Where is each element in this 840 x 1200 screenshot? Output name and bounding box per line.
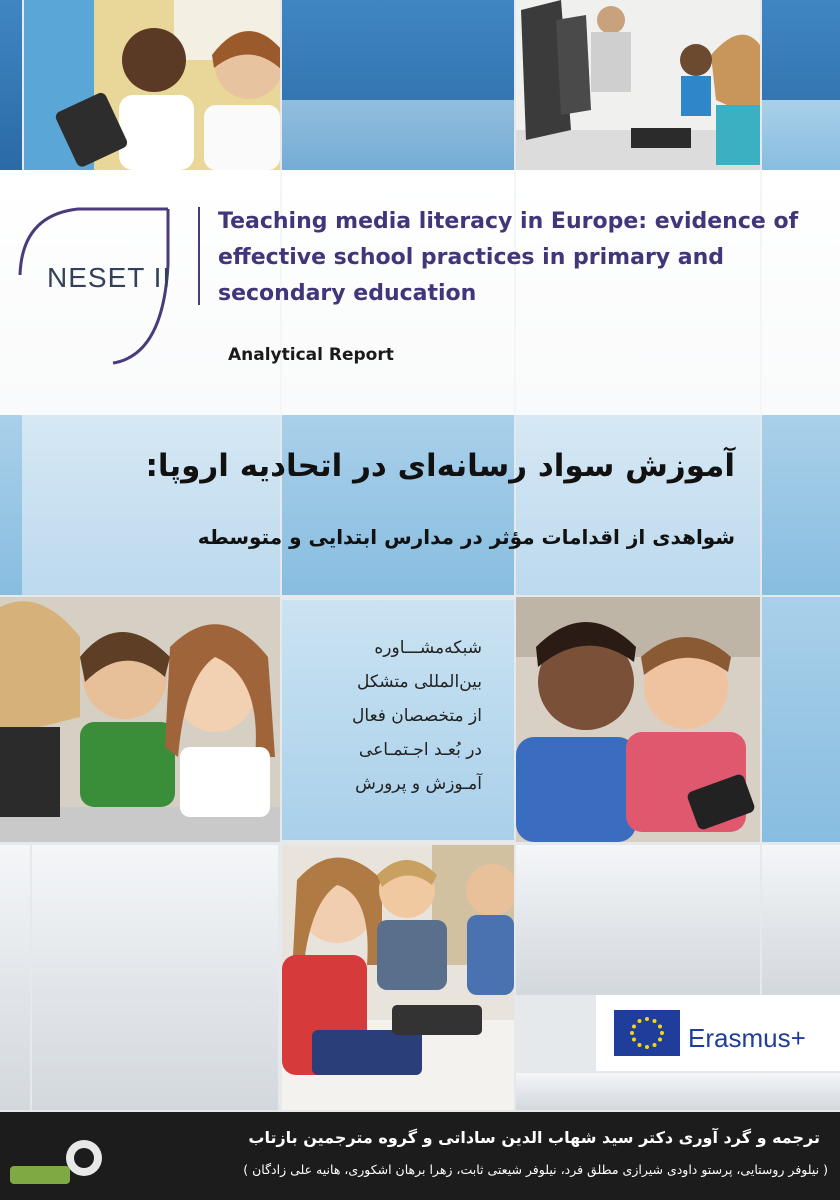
tile xyxy=(762,597,840,842)
photo-classroom-computers xyxy=(516,0,760,170)
tile xyxy=(516,1073,840,1110)
photo-kids-at-laptop xyxy=(0,597,280,842)
translators-names: ( نیلوفر روستایی، پرستو داودی شیرازی مطلق فرد، نیلوفر شیعتی ثابت، زهرا برهان اشکوری، هانیه علی زادگان ) xyxy=(243,1162,828,1177)
network-description-box xyxy=(282,600,514,840)
photo-children-with-tablet xyxy=(24,0,280,170)
title-divider xyxy=(198,207,200,305)
tile xyxy=(22,415,280,595)
tile xyxy=(762,415,840,595)
tile xyxy=(516,415,760,595)
network-line: آمـوزش و پرورش xyxy=(355,774,482,794)
network-line: بین‌المللی متشکل xyxy=(356,672,482,692)
report-type: Analytical Report xyxy=(228,345,394,365)
network-line: در بُعـد اجـتمـاعی xyxy=(358,740,482,760)
network-line: از متخصصان فعال xyxy=(352,706,482,726)
tile xyxy=(762,845,840,995)
tile xyxy=(0,845,30,1110)
photo-boys-with-tablet xyxy=(516,597,760,842)
tile xyxy=(32,845,278,1110)
persian-subtitle: شواهدی از اقدامات مؤثر در مدارس ابتدایی و متوسطه xyxy=(197,525,735,549)
erasmus-text: Erasmus+ xyxy=(688,1023,806,1053)
ketabrah-watermark-icon xyxy=(6,1136,102,1192)
tile xyxy=(282,415,514,595)
translators-line: ترجمه و گرد آوری دکتر سید شهاب الدین ساداتی و گروه مترجمین بازتاب xyxy=(248,1128,820,1147)
erasmus-logo xyxy=(596,995,840,1071)
tile xyxy=(0,415,22,595)
english-title: Teaching media literacy in Europe: evidence of effective school practices in primary and secondary education xyxy=(218,209,799,306)
tile xyxy=(516,845,760,995)
translators-footer xyxy=(0,1112,840,1200)
photo-children-with-tablets-table xyxy=(282,845,514,1110)
persian-title: آموزش سواد رسانه‌ای در اتحادیه اروپا: xyxy=(145,448,735,484)
tile xyxy=(282,100,514,170)
tile xyxy=(0,0,22,170)
eu-flag-icon xyxy=(614,1010,680,1056)
tile xyxy=(762,100,840,170)
neset-logo-text: NESET II xyxy=(47,262,172,293)
network-line: شبکه‌مشـــاوره xyxy=(374,638,482,658)
